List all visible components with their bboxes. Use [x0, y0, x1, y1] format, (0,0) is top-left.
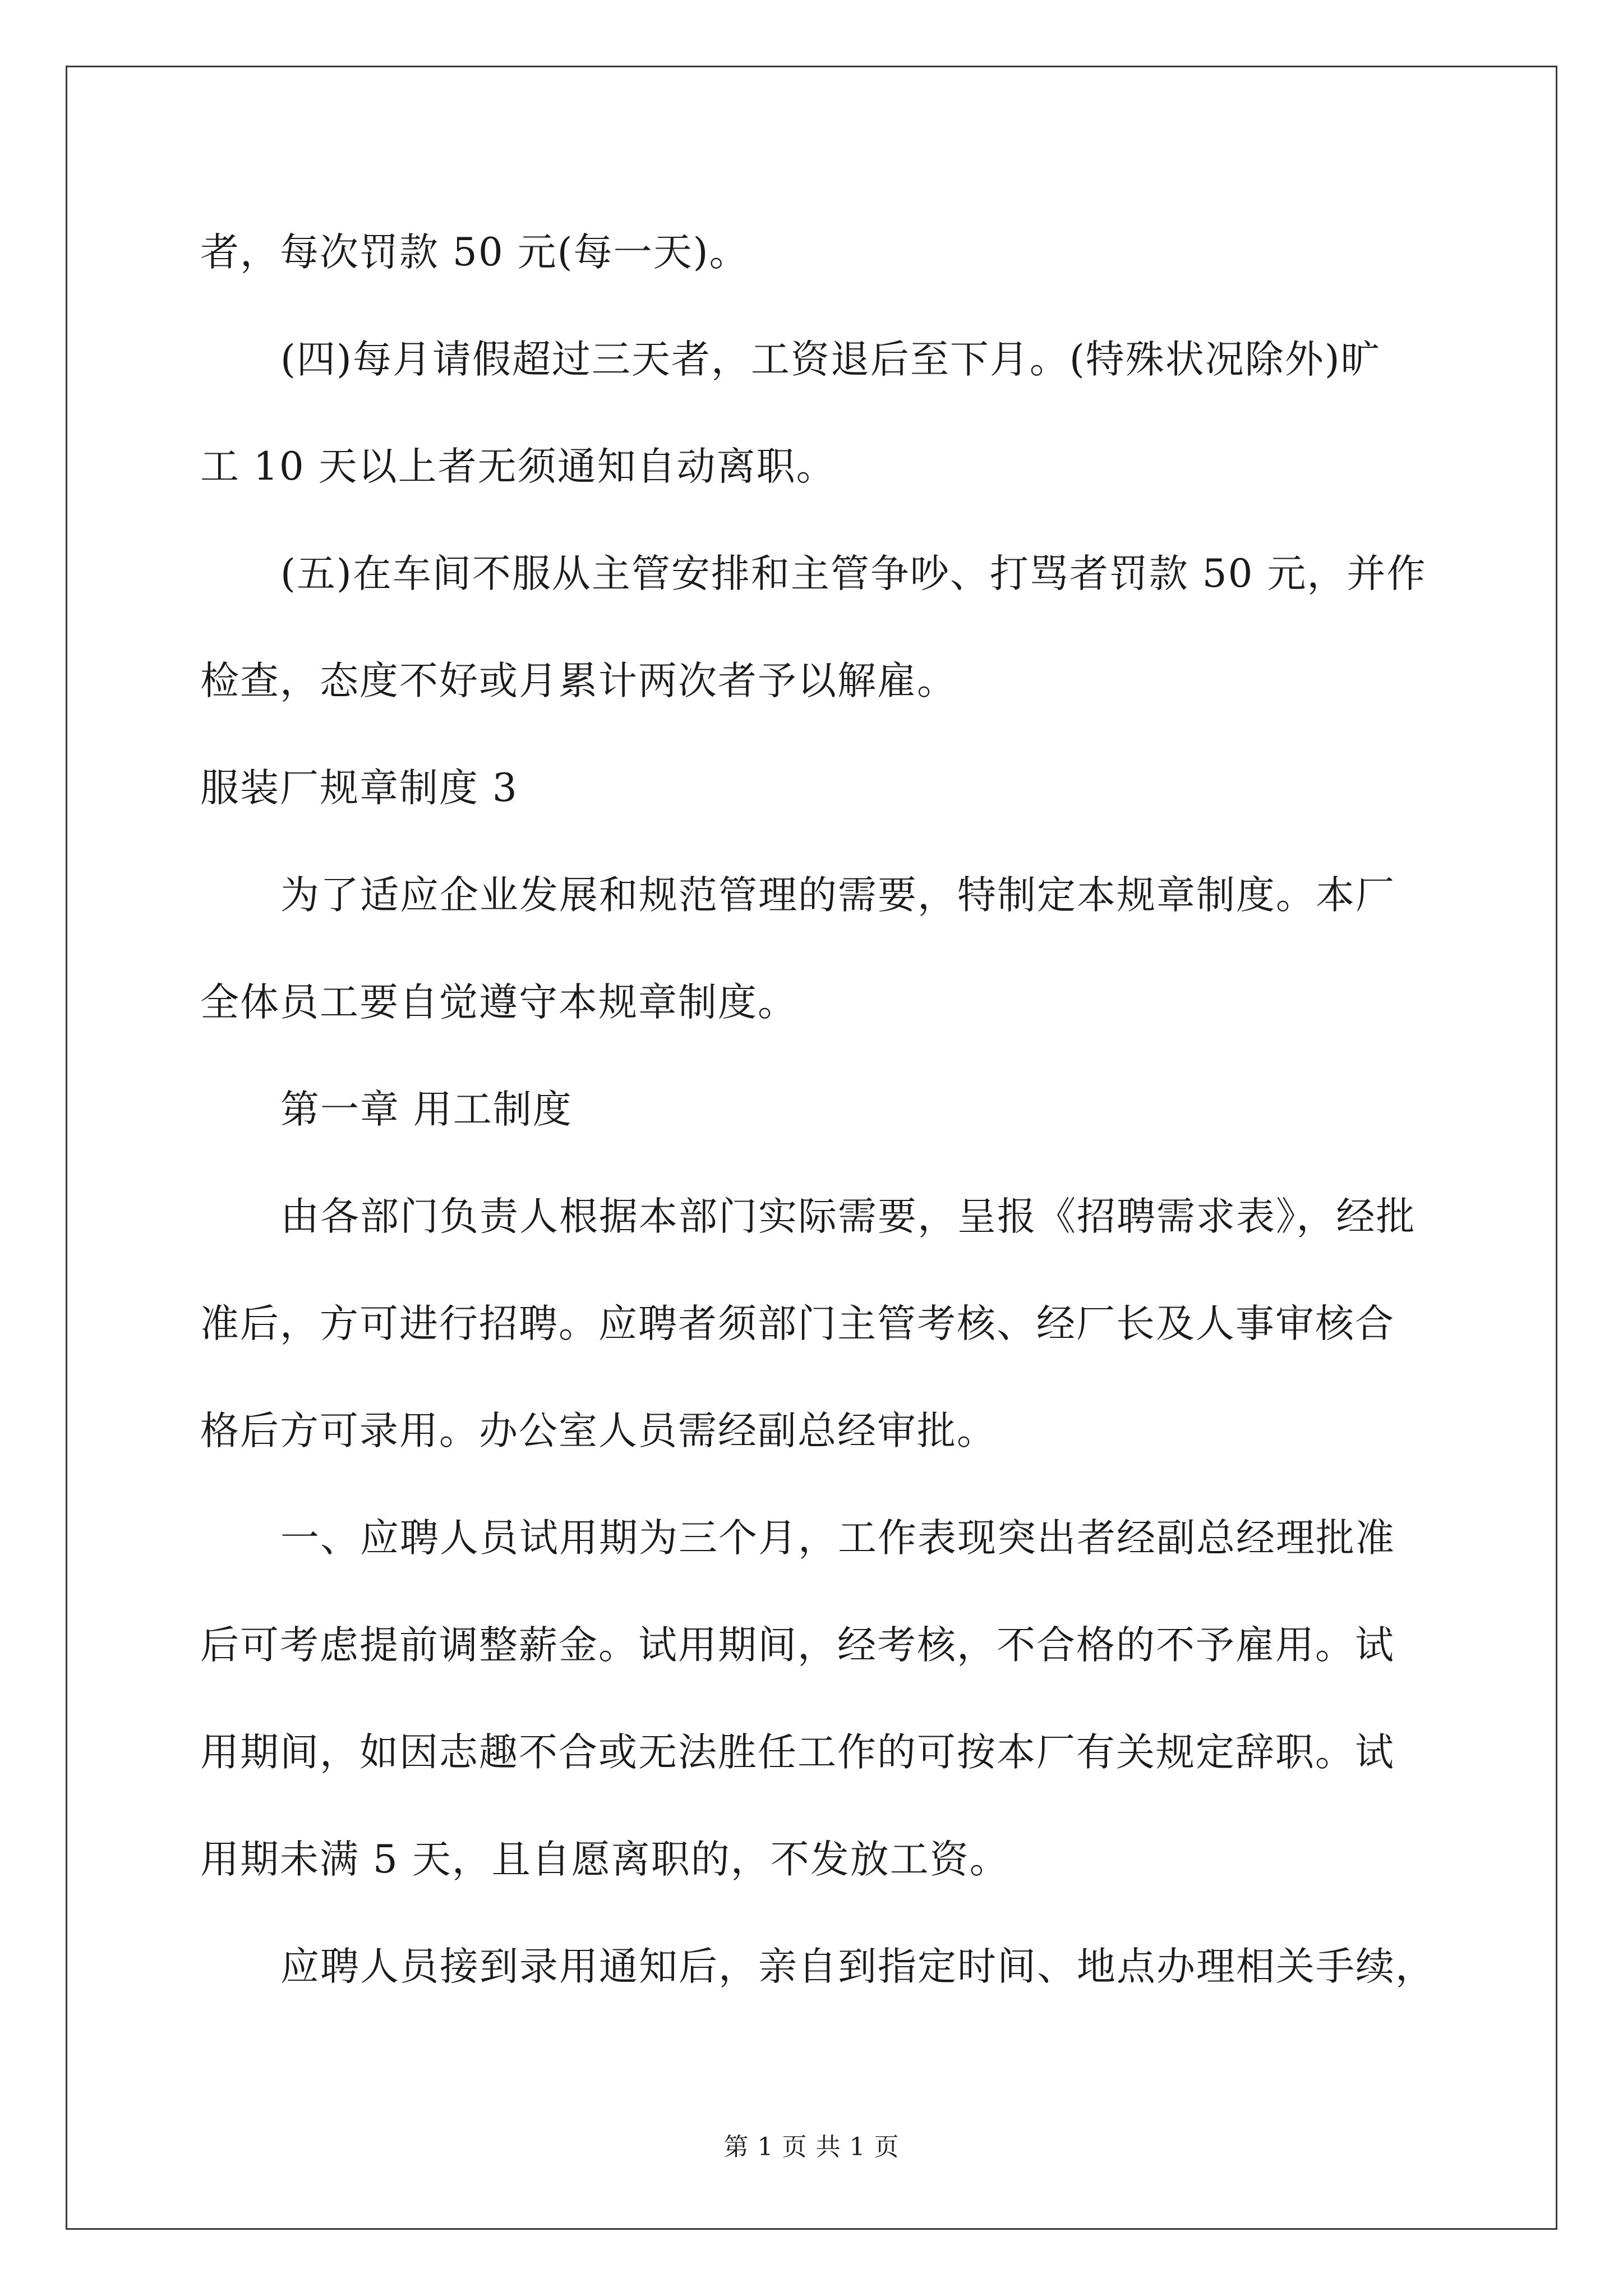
page-border — [66, 66, 1557, 2230]
body-line: 格后方可录用。办公室人员需经副总经审批。 — [200, 1409, 997, 1453]
body-line: 由各部门负责人根据本部门实际需要，呈报《招聘需求表》，经批 — [280, 1194, 1416, 1239]
body-line: 一、应聘人员试用期为三个月，工作表现突出者经副总经理批准 — [280, 1516, 1395, 1561]
page-number: 第 1 页 共 1 页 — [723, 2133, 900, 2161]
body-line: 者，每次罚款 50 元(每一天)。 — [200, 230, 749, 275]
chapter-heading: 第一章 用工制度 — [280, 1087, 573, 1132]
body-line: 用期间，如因志趣不合或无法胜任工作的可按本厂有关规定辞职。试 — [200, 1730, 1395, 1775]
body-line: 检查，态度不好或月累计两次者予以解雇。 — [200, 659, 957, 703]
body-line: (五)在车间不服从主管安排和主管争吵、打骂者罚款 50 元，并作 — [280, 551, 1427, 596]
body-line: 准后，方可进行招聘。应聘者须部门主管考核、经厂长及人事审核合 — [200, 1301, 1395, 1346]
body-line: 应聘人员接到录用通知后，亲自到指定时间、地点办理相关手续， — [280, 1944, 1435, 1989]
section-heading: 服装厂规章制度 3 — [200, 766, 518, 811]
body-line: 用期未满 5 天，且自愿离职的，不发放工资。 — [200, 1837, 1009, 1882]
body-line: 全体员工要自觉遵守本规章制度。 — [200, 980, 797, 1025]
body-line: (四)每月请假超过三天者，工资退后至下月。(特殊状况除外)旷 — [280, 337, 1381, 382]
body-line: 为了适应企业发展和规范管理的需要，特制定本规章制度。本厂 — [280, 873, 1395, 918]
body-line: 工 10 天以上者无须通知自动离职。 — [200, 444, 836, 489]
body-line: 后可考虑提前调整薪金。试用期间，经考核，不合格的不予雇用。试 — [200, 1623, 1395, 1668]
